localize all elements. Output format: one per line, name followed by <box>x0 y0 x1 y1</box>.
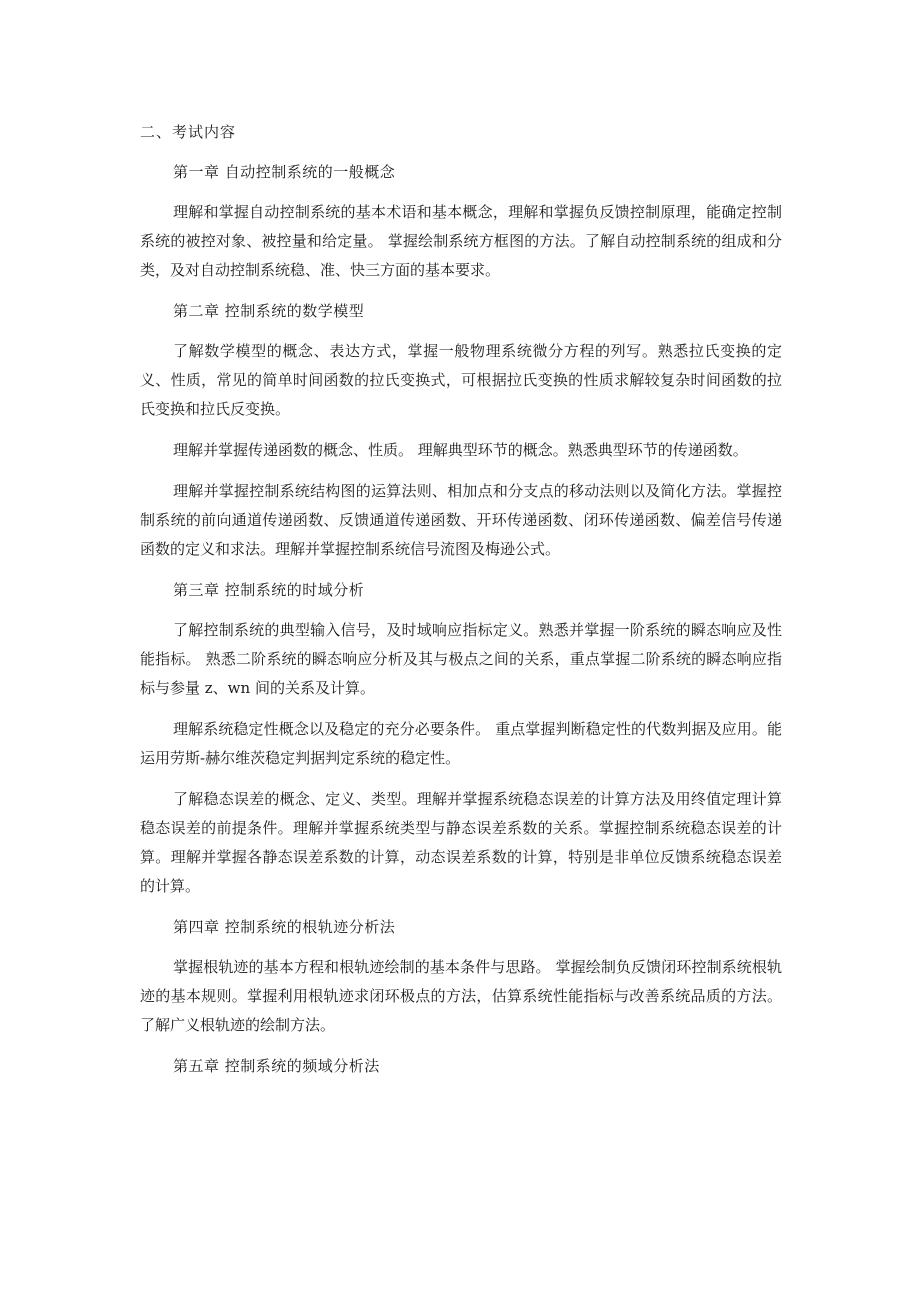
chapter-3-paragraph-3: 了解稳态误差的概念、定义、类型。理解并掌握系统稳态误差的计算方法及用终值定理计算稳态误差的前提条件。理解并掌握系统类型与静态误差系数的关系。掌握控制系统稳态误差的计算。理解并掌握各静态误差系数的计算，动态误差系数的计算，特别是非单位反馈系统稳态误差的计算。 <box>140 790 782 895</box>
chapter-1-paragraph-1: 理解和掌握自动控制系统的基本术语和基本概念，理解和掌握负反馈控制原理，能确定控制系统的被控对象、被控量和给定量。 掌握绘制系统方框图的方法。了解自动控制系统的组成和分类，及对自动控制系统稳、准、快三方面的基本要求。 <box>140 203 782 279</box>
chapter-1-title: 第一章 自动控制系统的一般概念 <box>173 163 396 181</box>
chapter-5-title: 第五章 控制系统的频域分析法 <box>173 1057 380 1075</box>
chapter-4-paragraph-1: 掌握根轨迹的基本方程和根轨迹绘制的基本条件与思路。 掌握绘制负反馈闭环控制系统根轨迹的基本规则。掌握利用根轨迹求闭环极点的方法，估算系统性能指标与改善系统品质的方法。了解广义根轨迹的绘制方法。 <box>140 958 782 1034</box>
chapter-4-title: 第四章 控制系统的根轨迹分析法 <box>173 918 396 936</box>
chapter-2-paragraph-3: 理解并掌握控制系统结构图的运算法则、相加点和分支点的移动法则以及简化方法。掌握控制系统的前向通道传递函数、反馈通道传递函数、开环传递函数、闭环传递函数、偏差信号传递函数的定义和求法。理解并掌握控制系统信号流图及梅逊公式。 <box>140 482 782 558</box>
chapter-2-paragraph-1: 了解数学模型的概念、表达方式，掌握一般物理系统微分方程的列写。熟悉拉氏变换的定义、性质，常见的简单时间函数的拉氏变换式，可根据拉氏变换的性质求解较复杂时间函数的拉氏变换和拉氏反变换。 <box>140 342 782 418</box>
chapter-3-paragraph-2: 理解系统稳定性概念以及稳定的充分必要条件。 重点掌握判断稳定性的代数判据及应用。能运用劳斯-赫尔维茨稳定判据判定系统的稳定性。 <box>140 720 782 767</box>
chapter-3-title: 第三章 控制系统的时域分析 <box>173 581 365 599</box>
chapter-3-paragraph-1: 了解控制系统的典型输入信号，及时域响应指标定义。熟悉并掌握一阶系统的瞬态响应及性能指标。 熟悉二阶系统的瞬态响应分析及其与极点之间的关系，重点掌握二阶系统的瞬态响应指标与参量 z、wn 间的关系及计算。 <box>140 621 782 697</box>
section-title: 二、考试内容 <box>140 123 237 141</box>
document-page <box>140 118 782 1092</box>
chapter-2-paragraph-2: 理解并掌握传递函数的概念、性质。 理解典型环节的概念。熟悉典型环节的传递函数。 <box>173 441 748 459</box>
chapter-2-title: 第二章 控制系统的数学模型 <box>173 302 365 320</box>
